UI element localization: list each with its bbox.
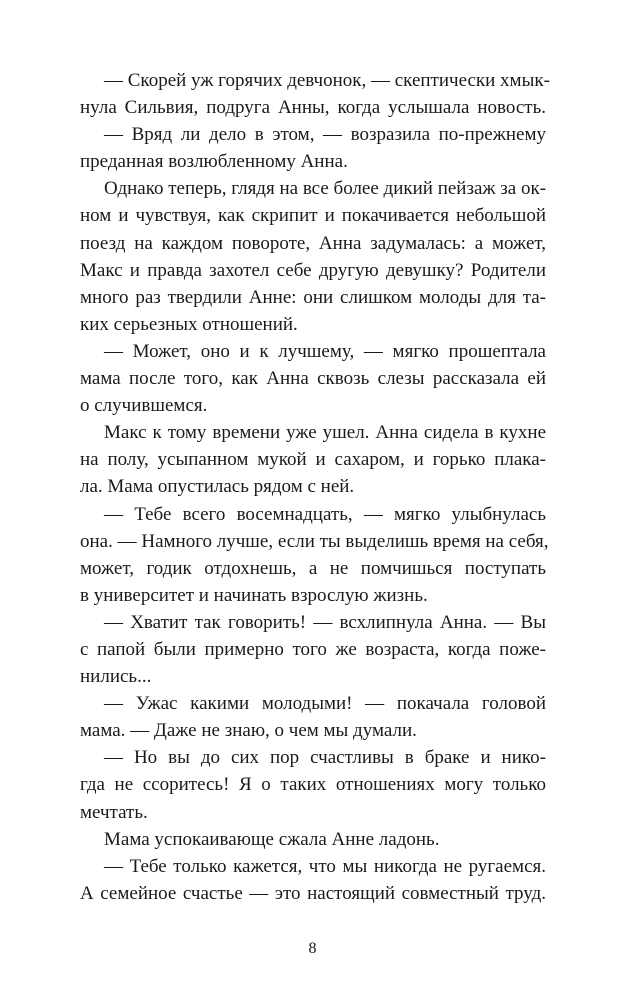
text-line: о случившемся. xyxy=(80,395,208,417)
text-line: гда не ссоритесь! Я о таких отношениях могу только xyxy=(80,774,546,796)
text-line: много раз твердили Анне: они слишком молоды для та- xyxy=(80,286,546,308)
text-line: мама. — Даже не знаю, о чем мы думали. xyxy=(80,720,417,742)
text-line: А семейное счастье — это настоящий совместный труд. xyxy=(80,882,546,904)
text-line: мечтать. xyxy=(80,801,148,823)
body-text xyxy=(80,67,550,907)
text-line: — Может, оно и к лучшему, — мягко прошептала xyxy=(104,340,546,362)
text-line: мама после того, как Анна сквозь слезы рассказала ей xyxy=(80,368,546,390)
text-line: нула Сильвия, подруга Анны, когда услышала новость. xyxy=(80,97,546,119)
text-line: Макс и правда захотел себе другую девушку? Родители xyxy=(80,259,546,281)
text-line: с папой были примерно того же возраста, когда поже- xyxy=(80,638,546,660)
text-line: — Хватит так говорить! — всхлипнула Анна. — Вы xyxy=(104,611,546,633)
page-number: 8 xyxy=(308,940,317,957)
text-line: — Вряд ли дело в этом, — возразила по-прежнему xyxy=(104,124,546,146)
text-line: она. — Намного лучше, если ты выделишь время на себя, xyxy=(80,530,549,552)
text-line: Мама успокаивающе сжала Анне ладонь. xyxy=(104,828,440,850)
text-line: ла. Мама опустилась рядом с ней. xyxy=(80,476,355,498)
text-line: ном и чувствуя, как скрипит и покачивается небольшой xyxy=(80,205,546,227)
text-line: — Скорей уж горячих девчонок, — скептически хмык- xyxy=(104,70,550,91)
text-line: — Ужас какими молодыми! — покачала головой xyxy=(104,693,546,715)
text-line: Однако теперь, глядя на все более дикий пейзаж за ок- xyxy=(104,178,547,200)
text-line: в университет и начинать взрослую жизнь. xyxy=(80,584,428,606)
text-line: ких серьезных отношений. xyxy=(80,313,298,335)
text-line: — Но вы до сих пор счастливы в браке и нико- xyxy=(104,747,546,769)
text-line: на полу, усыпанном мукой и сахаром, и горько плака- xyxy=(80,449,546,471)
text-line: поезд на каждом повороте, Анна задумалась: а может, xyxy=(80,232,546,254)
text-line: Макс к тому времени уже ушел. Анна сидела в кухне xyxy=(104,422,546,444)
text-line: — Тебе только кажется, что мы никогда не ругаемся. xyxy=(104,855,546,877)
text-line: нились... xyxy=(80,666,152,688)
text-line: может, годик отдохнешь, а не помчишься поступать xyxy=(80,557,546,579)
text-line: — Тебе всего восемнадцать, — мягко улыбнулась xyxy=(104,503,546,525)
text-line: преданная возлюбленному Анна. xyxy=(80,151,348,173)
